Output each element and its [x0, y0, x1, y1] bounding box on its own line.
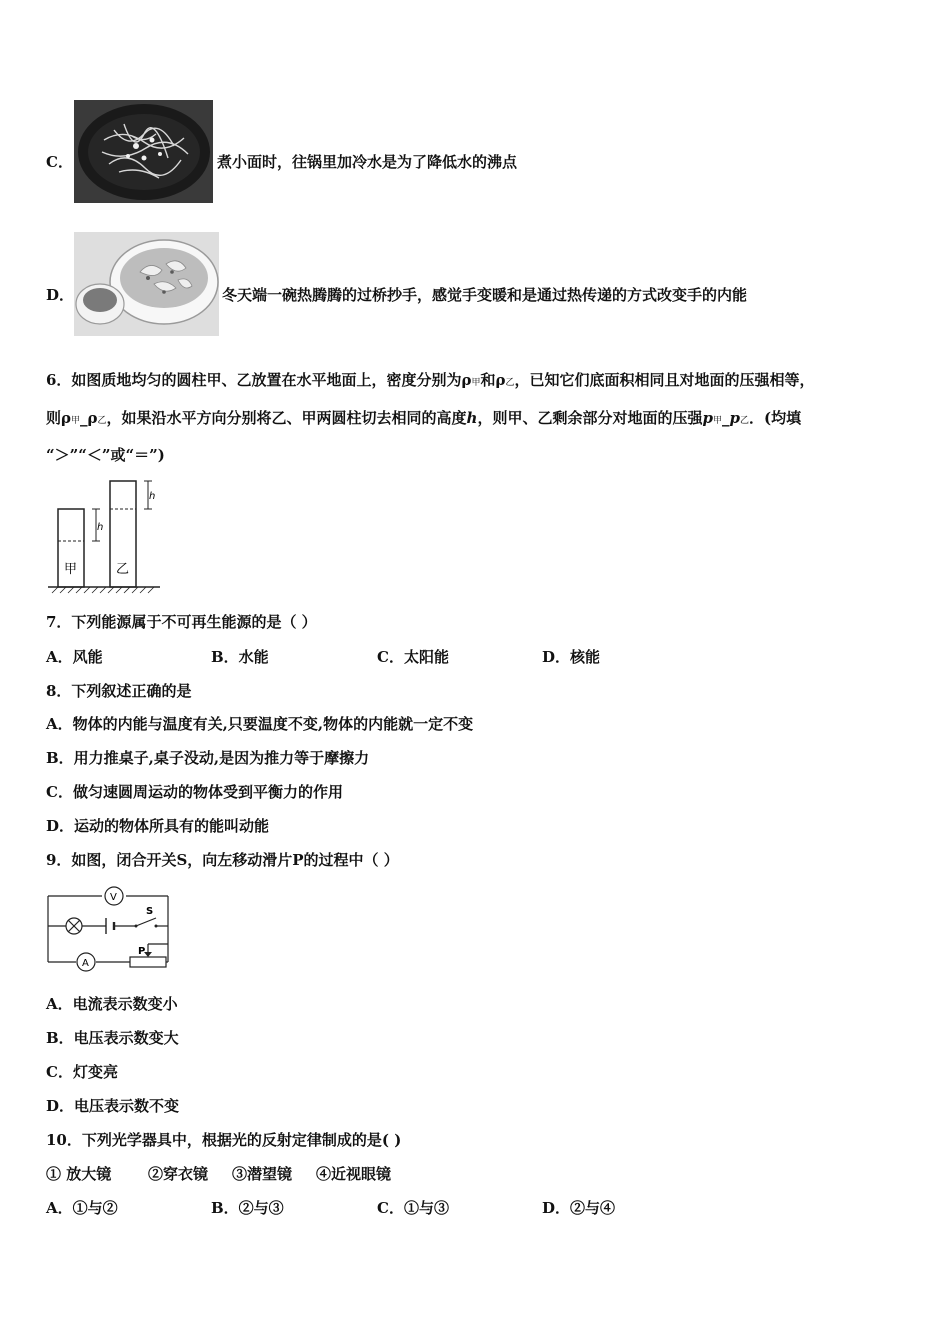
- rho-symbol: ρ: [461, 371, 472, 389]
- slider-label: P: [138, 946, 146, 957]
- q10-option-c[interactable]: C．①与③: [377, 1199, 449, 1217]
- p-symbol: p: [729, 409, 740, 427]
- q7-option-c[interactable]: C．太阳能: [377, 648, 449, 666]
- q9-option-b[interactable]: B．电压表示数变大: [46, 1029, 179, 1047]
- q8-option-a[interactable]: A．物体的内能与温度有关,只要温度不变,物体的内能就一定不变: [46, 715, 474, 733]
- voltmeter-label: V: [110, 892, 117, 903]
- q6-line1-pre: 6．如图质地均匀的圆柱甲、乙放置在水平地面上，密度分别为: [46, 371, 462, 389]
- q5-c-text: 煮小面时，往锅里加冷水是为了降低水的沸点: [217, 153, 518, 171]
- q10-option-d[interactable]: D．②与④: [542, 1199, 616, 1217]
- q8-option-b[interactable]: B．用力推桌子,桌子没动,是因为推力等于摩擦力: [46, 749, 370, 767]
- q6-line2-a: 则: [46, 409, 62, 427]
- q6-line1-post: ，已知它们底面积相同且对地面的压强相等，: [514, 371, 815, 389]
- p-symbol: p: [702, 409, 713, 427]
- rho-symbol: ρ: [495, 371, 506, 389]
- sub-jia: 甲: [712, 416, 722, 426]
- q6-line2: [46, 408, 801, 431]
- q10-item-1: ① 放大镜: [46, 1165, 112, 1183]
- q7-stem: 7．下列能源属于不可再生能源的是（ ）: [46, 613, 317, 631]
- sub-yi: 乙: [505, 378, 515, 388]
- q6-line3: “＞”“＜”或“＝”): [46, 446, 165, 464]
- noodle-pot-photo: [74, 100, 213, 203]
- q7-option-b[interactable]: B．水能: [211, 648, 269, 666]
- q10-stem: 10．下列光学器具中，根据光的反射定律制成的是( ): [46, 1131, 402, 1149]
- q10-item-3: ③潜望镜: [232, 1165, 293, 1183]
- q7-option-a[interactable]: A．风能: [46, 648, 103, 666]
- h-label: h: [97, 522, 104, 533]
- answer-blank: _: [80, 409, 88, 427]
- q8-option-c[interactable]: C．做匀速圆周运动的物体受到平衡力的作用: [46, 783, 343, 801]
- q9-option-d[interactable]: D．电压表示数不变: [46, 1097, 180, 1115]
- q10-item-2: ②穿衣镜: [148, 1165, 209, 1183]
- label-yi: 乙: [116, 562, 130, 577]
- q6-and: 和: [480, 371, 496, 389]
- wonton-bowl-photo: [74, 232, 219, 336]
- cylinders-figure: [44, 476, 164, 594]
- q10-option-a[interactable]: A．①与②: [46, 1199, 118, 1217]
- sub-yi: 乙: [97, 416, 107, 426]
- circuit-diagram: [44, 882, 172, 974]
- label-jia: 甲: [64, 562, 78, 577]
- q8-stem: 8．下列叙述正确的是: [46, 682, 192, 700]
- sub-yi: 乙: [739, 416, 749, 426]
- sub-jia: 甲: [471, 378, 481, 388]
- rho-symbol: ρ: [87, 409, 98, 427]
- h-symbol: h: [466, 409, 478, 427]
- q6-line2-end: ．(均填: [748, 409, 802, 427]
- q6-line1: [46, 370, 814, 393]
- answer-blank: _: [721, 409, 730, 427]
- q9-option-c[interactable]: C．灯变亮: [46, 1063, 118, 1081]
- h-label: h: [149, 491, 156, 502]
- ammeter-label: A: [82, 958, 89, 969]
- q8-option-d[interactable]: D．运动的物体所具有的能叫动能: [46, 817, 270, 835]
- sub-jia: 甲: [71, 416, 81, 426]
- q6-line2-mid: ，如果沿水平方向分别将乙、甲两圆柱切去相同的高度: [106, 409, 467, 427]
- q10-item-4: ④近视眼镜: [316, 1165, 392, 1183]
- q7-option-d[interactable]: D．核能: [542, 648, 601, 666]
- q5-d-text: 冬天端一碗热腾腾的过桥抄手，感觉手变暖和是通过热传递的方式改变手的内能: [222, 286, 748, 304]
- q9-option-a[interactable]: A．电流表示数变小: [46, 995, 178, 1013]
- q9-stem: 9．如图，闭合开关S，向左移动滑片P的过程中（ ）: [46, 851, 399, 869]
- q5-d-label: D．: [46, 286, 75, 304]
- switch-label: S: [146, 906, 154, 917]
- rho-symbol: ρ: [61, 409, 71, 427]
- q10-option-b[interactable]: B．②与③: [211, 1199, 284, 1217]
- q6-line2-post: ，则甲、乙剩余部分对地面的压强: [477, 409, 703, 427]
- q5-c-label: C．: [46, 153, 73, 171]
